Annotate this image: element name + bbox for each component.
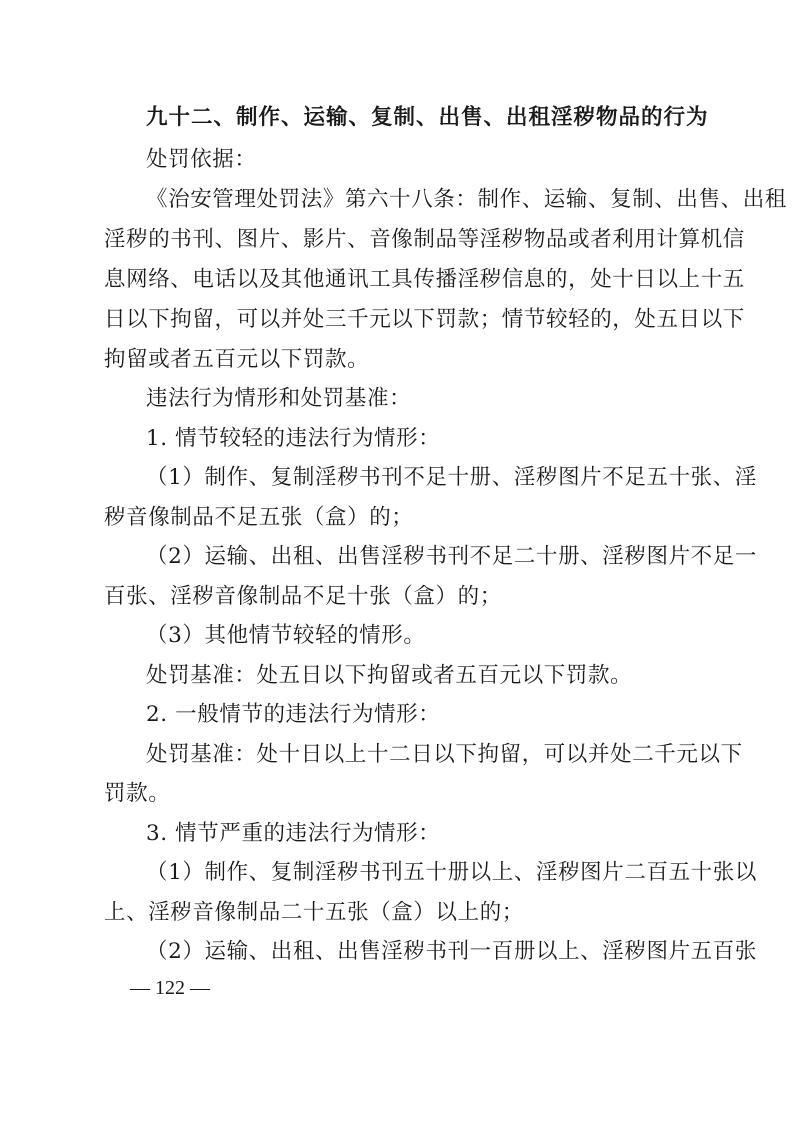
- paragraph-line: 3. 情节严重的违法行为情形：: [146, 821, 441, 846]
- paragraph-line: 淫秽的书刊、图片、影片、音像制品等淫秽物品或者利用计算机信: [104, 227, 745, 252]
- paragraph-line: 日以下拘留，可以并处三千元以下罚款；情节较轻的，处五日以下: [104, 307, 745, 332]
- paragraph-line: （1）制作、复制淫秽书刊不足十册、淫秽图片不足五十张、淫: [146, 465, 757, 490]
- paragraph-line: （3）其他情节较轻的情形。: [146, 623, 426, 648]
- section-heading: 九十二、制作、运输、复制、出售、出租淫秽物品的行为: [146, 105, 709, 130]
- paragraph-line: 拘留或者五百元以下罚款。: [104, 347, 370, 372]
- paragraph-line: （2）运输、出租、出售淫秽书刊一百册以上、淫秽图片五百张: [146, 939, 757, 964]
- paragraph-line: 罚款。: [104, 781, 171, 806]
- paragraph-line: 违法行为情形和处罚基准：: [146, 386, 412, 411]
- page-number: — 122 —: [130, 977, 210, 999]
- paragraph-line: 秽音像制品不足五张（盒）的；: [104, 505, 414, 530]
- paragraph-line: （2）运输、出租、出售淫秽书刊不足二十册、淫秽图片不足一: [146, 544, 757, 569]
- paragraph-line: 2. 一般情节的违法行为情形：: [146, 702, 441, 727]
- paragraph-line: 1. 情节较轻的违法行为情形：: [146, 426, 441, 451]
- paragraph-line: 《治安管理处罚法》第六十八条：制作、运输、复制、出售、出租: [146, 187, 787, 212]
- paragraph-line: 息网络、电话以及其他通讯工具传播淫秽信息的，处十日以上十五: [104, 267, 745, 292]
- paragraph-line: 上、淫秽音像制品二十五张（盒）以上的；: [104, 900, 524, 925]
- paragraph-line: 处罚依据：: [146, 147, 257, 172]
- paragraph-line: 处罚基准：处十日以上十二日以下拘留，可以并处二千元以下: [146, 742, 743, 767]
- paragraph-line: 处罚基准：处五日以下拘留或者五百元以下罚款。: [146, 663, 633, 688]
- paragraph-line: （1）制作、复制淫秽书刊五十册以上、淫秽图片二百五十张以: [146, 860, 757, 885]
- paragraph-line: 百张、淫秽音像制品不足十张（盒）的；: [104, 584, 502, 609]
